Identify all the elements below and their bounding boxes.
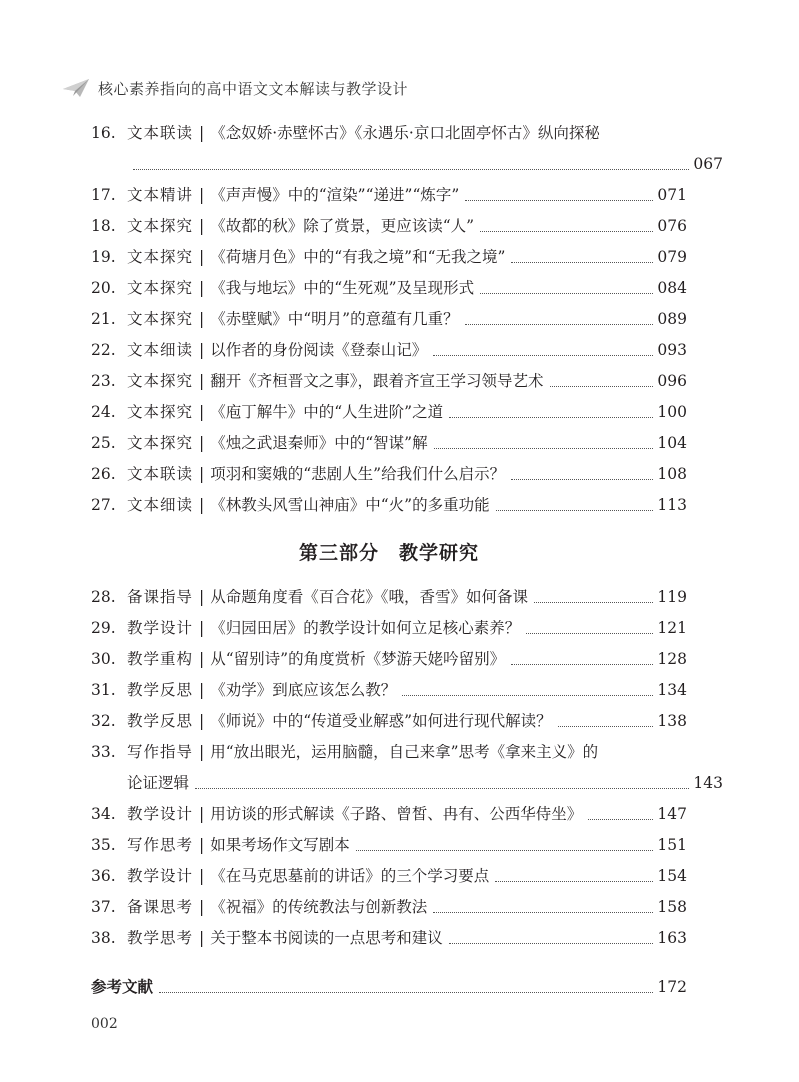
entry-title: 《念奴娇·赤壁怀古》《永遇乐·京口北固亭怀古》纵向探秘 <box>210 124 600 142</box>
toc-entry[interactable] <box>91 861 687 891</box>
separator-bar: | <box>199 186 205 204</box>
entry-number: 17. <box>91 186 116 204</box>
dot-leader <box>480 231 653 232</box>
toc-entry-continuation[interactable] <box>91 768 723 798</box>
entry-page: 084 <box>657 279 687 297</box>
entry-title: 《劝学》到底应该怎么教？ <box>210 681 397 699</box>
entry-category: 文本精讲 <box>127 186 194 204</box>
entry-category: 备课思考 <box>127 898 194 916</box>
toc-entry[interactable] <box>91 737 687 767</box>
entry-category: 教学重构 <box>127 650 194 668</box>
entry-title: 《故都的秋》除了赏景，更应该读“人” <box>210 217 475 235</box>
entry-category: 文本探究 <box>127 279 194 297</box>
dot-leader <box>449 417 653 418</box>
separator-bar: | <box>199 712 205 730</box>
dot-leader <box>526 633 653 634</box>
toc-entry[interactable] <box>91 366 687 396</box>
entry-page: 096 <box>657 372 687 390</box>
separator-bar: | <box>199 279 205 297</box>
entry-page: 108 <box>657 465 687 483</box>
dot-leader <box>511 664 653 665</box>
paper-plane-icon <box>62 78 90 98</box>
entry-title: 从“留别诗”的角度赏析《梦游天姥吟留别》 <box>210 650 506 668</box>
separator-bar: | <box>199 310 205 328</box>
toc-entry[interactable] <box>91 490 687 520</box>
entry-title: 《赤壁赋》中“明月”的意蕴有几重？ <box>210 310 459 328</box>
entry-number: 31. <box>91 681 116 699</box>
entry-title: 《荷塘月色》中的“有我之境”和“无我之境” <box>210 248 506 266</box>
separator-bar: | <box>199 124 205 142</box>
entry-number: 33. <box>91 743 116 761</box>
toc-entry[interactable] <box>91 397 687 427</box>
entry-title: 如果考场作文写剧本 <box>210 836 350 854</box>
entry-number: 34. <box>91 805 116 823</box>
entry-number: 22. <box>91 341 116 359</box>
dot-leader <box>558 726 654 727</box>
entry-category: 文本探究 <box>127 403 194 421</box>
toc-entry[interactable] <box>91 892 687 922</box>
separator-bar: | <box>199 619 205 637</box>
entry-number: 26. <box>91 465 116 483</box>
header-title: 核心素养指向的高中语文文本解读与教学设计 <box>98 79 409 98</box>
entry-page: 104 <box>657 434 687 452</box>
dot-leader <box>588 819 653 820</box>
separator-bar: | <box>199 496 205 514</box>
dot-leader <box>550 386 654 387</box>
entry-category: 文本探究 <box>127 248 194 266</box>
dot-leader <box>356 850 654 851</box>
toc-entry[interactable] <box>91 799 687 829</box>
separator-bar: | <box>199 650 205 668</box>
dot-leader <box>465 324 654 325</box>
toc-entry[interactable] <box>91 273 687 303</box>
entry-number: 24. <box>91 403 116 421</box>
entry-number: 35. <box>91 836 116 854</box>
references-page: 172 <box>657 978 687 996</box>
dot-leader <box>496 510 654 511</box>
separator-bar: | <box>199 743 205 761</box>
entry-number: 25. <box>91 434 116 452</box>
toc-entry[interactable] <box>91 830 687 860</box>
toc-entry[interactable] <box>91 242 687 272</box>
entry-page: 100 <box>657 403 687 421</box>
entry-category: 文本探究 <box>127 434 194 452</box>
entry-page: 071 <box>657 186 687 204</box>
entry-page: 089 <box>657 310 687 328</box>
entry-title: 翻开《齐桓晋文之事》，跟着齐宣王学习领导艺术 <box>210 372 544 390</box>
entry-category: 文本探究 <box>127 217 194 235</box>
entry-page: 113 <box>657 496 687 514</box>
separator-bar: | <box>199 681 205 699</box>
toc-entry[interactable] <box>91 335 687 365</box>
entry-page: 067 <box>693 155 723 173</box>
running-header <box>62 76 408 100</box>
separator-bar: | <box>199 588 205 606</box>
dot-leader <box>465 200 653 201</box>
entry-title: 《在马克思墓前的讲话》的三个学习要点 <box>210 867 490 885</box>
entry-number: 28. <box>91 588 116 606</box>
toc-entry[interactable] <box>91 304 687 334</box>
entry-page: 154 <box>657 867 687 885</box>
dot-leader <box>480 293 653 294</box>
toc-entry-continuation[interactable] <box>91 149 723 179</box>
separator-bar: | <box>199 217 205 235</box>
dot-leader <box>433 912 653 913</box>
entry-category: 文本细读 <box>127 341 194 359</box>
entry-category: 文本探究 <box>127 310 194 328</box>
entry-title: 以作者的身份阅读《登泰山记》 <box>210 341 428 359</box>
entry-title: 《庖丁解牛》中的“人生进阶”之道 <box>210 403 444 421</box>
dot-leader <box>495 881 653 882</box>
separator-bar: | <box>199 929 205 947</box>
entry-number: 21. <box>91 310 116 328</box>
entry-page: 079 <box>657 248 687 266</box>
entry-title: 项羽和窦娥的“悲剧人生”给我们什么启示？ <box>210 465 506 483</box>
entry-number: 20. <box>91 279 116 297</box>
entry-title: 《林教头风雪山神庙》中“火”的多重功能 <box>210 496 490 514</box>
entry-page: 076 <box>657 217 687 235</box>
toc-entry[interactable] <box>91 706 687 736</box>
entry-title: 用“放出眼光，运用脑髓，自己来拿”思考《拿来主义》的 <box>210 743 599 761</box>
toc-entry[interactable] <box>91 613 687 643</box>
toc-entry[interactable] <box>91 644 687 674</box>
entry-category: 教学反思 <box>127 712 194 730</box>
entry-category: 文本联读 <box>127 124 194 142</box>
entry-title: 关于整本书阅读的一点思考和建议 <box>210 929 443 947</box>
dot-leader <box>434 448 654 449</box>
entry-page: 158 <box>657 898 687 916</box>
entry-category: 文本探究 <box>127 372 194 390</box>
entry-number: 36. <box>91 867 116 885</box>
entry-number: 29. <box>91 619 116 637</box>
entry-title-continuation: 论证逻辑 <box>127 774 190 792</box>
entry-number: 32. <box>91 712 116 730</box>
entry-title: 《祝福》的传统教法与创新教法 <box>210 898 428 916</box>
page-number: 002 <box>91 1016 118 1032</box>
entry-number: 38. <box>91 929 116 947</box>
separator-bar: | <box>199 434 205 452</box>
toc-entry[interactable] <box>91 180 687 210</box>
toc-entry[interactable] <box>91 211 687 241</box>
toc-entry[interactable] <box>91 428 687 458</box>
entry-category: 文本联读 <box>127 465 194 483</box>
entry-category: 教学思考 <box>127 929 194 947</box>
entry-category: 文本细读 <box>127 496 194 514</box>
entry-number: 37. <box>91 898 116 916</box>
separator-bar: | <box>199 248 205 266</box>
entry-page: 119 <box>657 588 687 606</box>
toc-entry[interactable] <box>91 923 687 953</box>
separator-bar: | <box>199 836 205 854</box>
entry-category: 备课指导 <box>127 588 194 606</box>
separator-bar: | <box>199 867 205 885</box>
toc-entry[interactable] <box>91 582 687 612</box>
entry-category: 教学反思 <box>127 681 194 699</box>
entry-number: 16. <box>91 124 116 142</box>
separator-bar: | <box>199 465 205 483</box>
entry-page: 121 <box>657 619 687 637</box>
entry-title: 从命题角度看《百合花》《哦，香雪》如何备课 <box>210 588 529 606</box>
entry-category: 教学设计 <box>127 867 194 885</box>
separator-bar: | <box>199 341 205 359</box>
separator-bar: | <box>199 898 205 916</box>
toc-entry[interactable] <box>91 118 687 148</box>
entry-page: 143 <box>693 774 723 792</box>
entry-page: 151 <box>657 836 687 854</box>
entry-title: 用访谈的形式解读《子路、曾皙、冉有、公西华侍坐》 <box>210 805 583 823</box>
dot-leader <box>511 262 653 263</box>
dot-leader <box>449 943 654 944</box>
dot-leader <box>402 695 653 696</box>
entry-number: 19. <box>91 248 116 266</box>
entry-page: 093 <box>657 341 687 359</box>
entry-page: 134 <box>657 681 687 699</box>
entry-category: 教学设计 <box>127 619 194 637</box>
entry-number: 23. <box>91 372 116 390</box>
separator-bar: | <box>199 372 205 390</box>
dot-leader <box>195 788 689 789</box>
references-label: 参考文献 <box>91 978 154 996</box>
toc-references-row[interactable] <box>91 972 687 1002</box>
separator-bar: | <box>199 403 205 421</box>
entry-category: 写作指导 <box>127 743 194 761</box>
toc-entry[interactable] <box>91 675 687 705</box>
entry-title: 《师说》中的“传道受业解惑”如何进行现代解读？ <box>210 712 552 730</box>
entry-title: 《烛之武退秦师》中的“智谋”解 <box>210 434 428 452</box>
section-heading: 第三部分 教学研究 <box>298 542 479 564</box>
entry-number: 30. <box>91 650 116 668</box>
dot-leader <box>159 992 653 993</box>
entry-title: 《声声慢》中的“渲染”“递进”“炼字” <box>210 186 460 204</box>
entry-number: 27. <box>91 496 116 514</box>
dot-leader <box>534 602 653 603</box>
dot-leader <box>133 169 689 170</box>
toc-entry[interactable] <box>91 459 687 489</box>
entry-title: 《归园田居》的教学设计如何立足核心素养？ <box>210 619 521 637</box>
dot-leader <box>511 479 653 480</box>
dot-leader <box>433 355 653 356</box>
entry-page: 163 <box>657 929 687 947</box>
entry-page: 147 <box>657 805 687 823</box>
entry-category: 写作思考 <box>127 836 194 854</box>
entry-title: 《我与地坛》中的“生死观”及呈现形式 <box>210 279 475 297</box>
entry-page: 138 <box>657 712 687 730</box>
separator-bar: | <box>199 805 205 823</box>
entry-number: 18. <box>91 217 116 235</box>
entry-category: 教学设计 <box>127 805 194 823</box>
entry-page: 128 <box>657 650 687 668</box>
